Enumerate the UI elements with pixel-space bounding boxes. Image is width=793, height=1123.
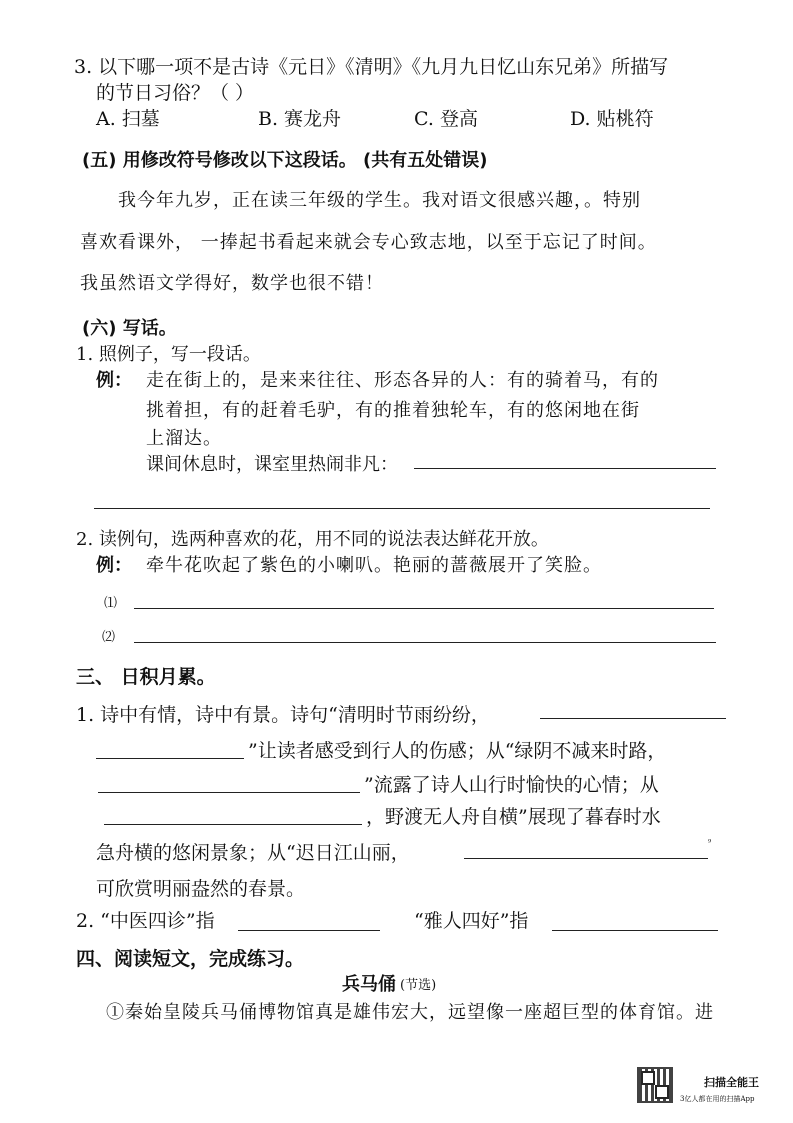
answer-line <box>98 792 360 793</box>
section6-item2-example: 牵牛花吹起了紫色的小喇叭。艳丽的蔷薇展开了笑脸。 <box>146 555 602 576</box>
answer-line <box>540 718 726 719</box>
section5-heading: (五) 用修改符号修改以下这段话。 (共有五处错误) <box>82 150 488 171</box>
q3-option-a: A. 扫墓 <box>96 108 160 130</box>
passage-para1: ①秦始皇陵兵马俑博物馆真是雄伟宏大，远望像一座超巨型的体育馆。进 <box>106 1002 714 1023</box>
section6-item1-example-line2: 挑着担，有的赶着毛驴，有的推着独轮车，有的悠闲地在街 <box>146 400 640 421</box>
section6-item1-example-line1: 走在街上的，是来来往往、形态各异的人：有的骑着马，有的 <box>146 370 659 391</box>
passage-title-note: (节选) <box>400 978 437 993</box>
answer-line <box>552 930 718 931</box>
section6-item1-example-label: 例： <box>96 370 132 391</box>
section3-q1-text4: ，野渡无人舟自横”展现了暮春时水 <box>366 806 661 828</box>
section6-heading: (六) 写话。 <box>82 318 177 339</box>
section3-q1-text2: ”让读者感受到行人的伤感；从“绿阴不减来时路， <box>248 740 667 762</box>
section3-heading: 三、 日积月累。 <box>76 666 216 688</box>
section5-line1: 我今年九岁，正在读三年级的学生。我对语文很感兴趣，。特别 <box>118 190 641 211</box>
section6-item2-example-label: 例： <box>96 555 132 576</box>
section3-q1-mark: ⁹ <box>708 838 712 847</box>
section3-q1-text6: 可欣赏明丽盎然的春景。 <box>96 878 306 900</box>
answer-line <box>134 608 714 609</box>
answer-line <box>238 930 380 931</box>
watermark-brand: 扫描全能王 <box>704 1076 759 1089</box>
watermark-tagline: 3亿人都在用的扫描App <box>680 1095 755 1103</box>
section3-q2-part2: “雅人四好”指 <box>414 910 529 932</box>
passage-title: 兵马俑 <box>342 974 396 995</box>
section5-line3: 我虽然语文学得好，数学也很不错！ <box>80 273 384 294</box>
answer-line <box>96 758 244 759</box>
section3-q1-text5: 急舟横的悠闲景象；从“迟日江山丽， <box>96 842 410 864</box>
q3-option-b: B. 赛龙舟 <box>258 108 342 130</box>
section3-q1-text3: ”流露了诗人山行时愉快的心情；从 <box>364 774 659 796</box>
q3-line2: 的节日习俗？（ ） <box>96 82 255 104</box>
answer-line <box>94 508 710 509</box>
section5-line2: 喜欢看课外， 一捧起书看起来就会专心致志地，以至于忘记了时间。 <box>80 232 657 253</box>
section3-q1-text1: 1. 诗中有情，诗中有景。诗句“清明时节雨纷纷， <box>76 704 490 726</box>
answer-line <box>414 468 716 469</box>
q3-line1: 3. 以下哪一项不是古诗《元日》《清明》《九月九日忆山东兄弟》所描写 <box>74 56 669 78</box>
answer-line <box>464 858 708 859</box>
blank-label-1: ⑴ <box>104 596 118 611</box>
section6-item1-example-line3: 上溜达。 <box>146 428 222 449</box>
section6-item1-title: 1. 照例子，写一段话。 <box>76 344 261 365</box>
answer-line <box>104 824 362 825</box>
section4-heading: 四、阅读短文，完成练习。 <box>76 948 305 970</box>
section6-item2-title: 2. 读例句，选两种喜欢的花，用不同的说法表达鲜花开放。 <box>76 529 549 550</box>
blank-label-2: ⑵ <box>102 630 116 645</box>
answer-line <box>134 642 716 643</box>
q3-option-c: C. 登高 <box>414 108 478 130</box>
section3-q2-part1: 2. “中医四诊”指 <box>76 910 215 932</box>
section6-item1-prompt: 课间休息时，课室里热闹非凡： <box>146 454 398 475</box>
q3-option-d: D. 贴桃符 <box>570 108 654 130</box>
qr-code-icon <box>637 1067 673 1103</box>
